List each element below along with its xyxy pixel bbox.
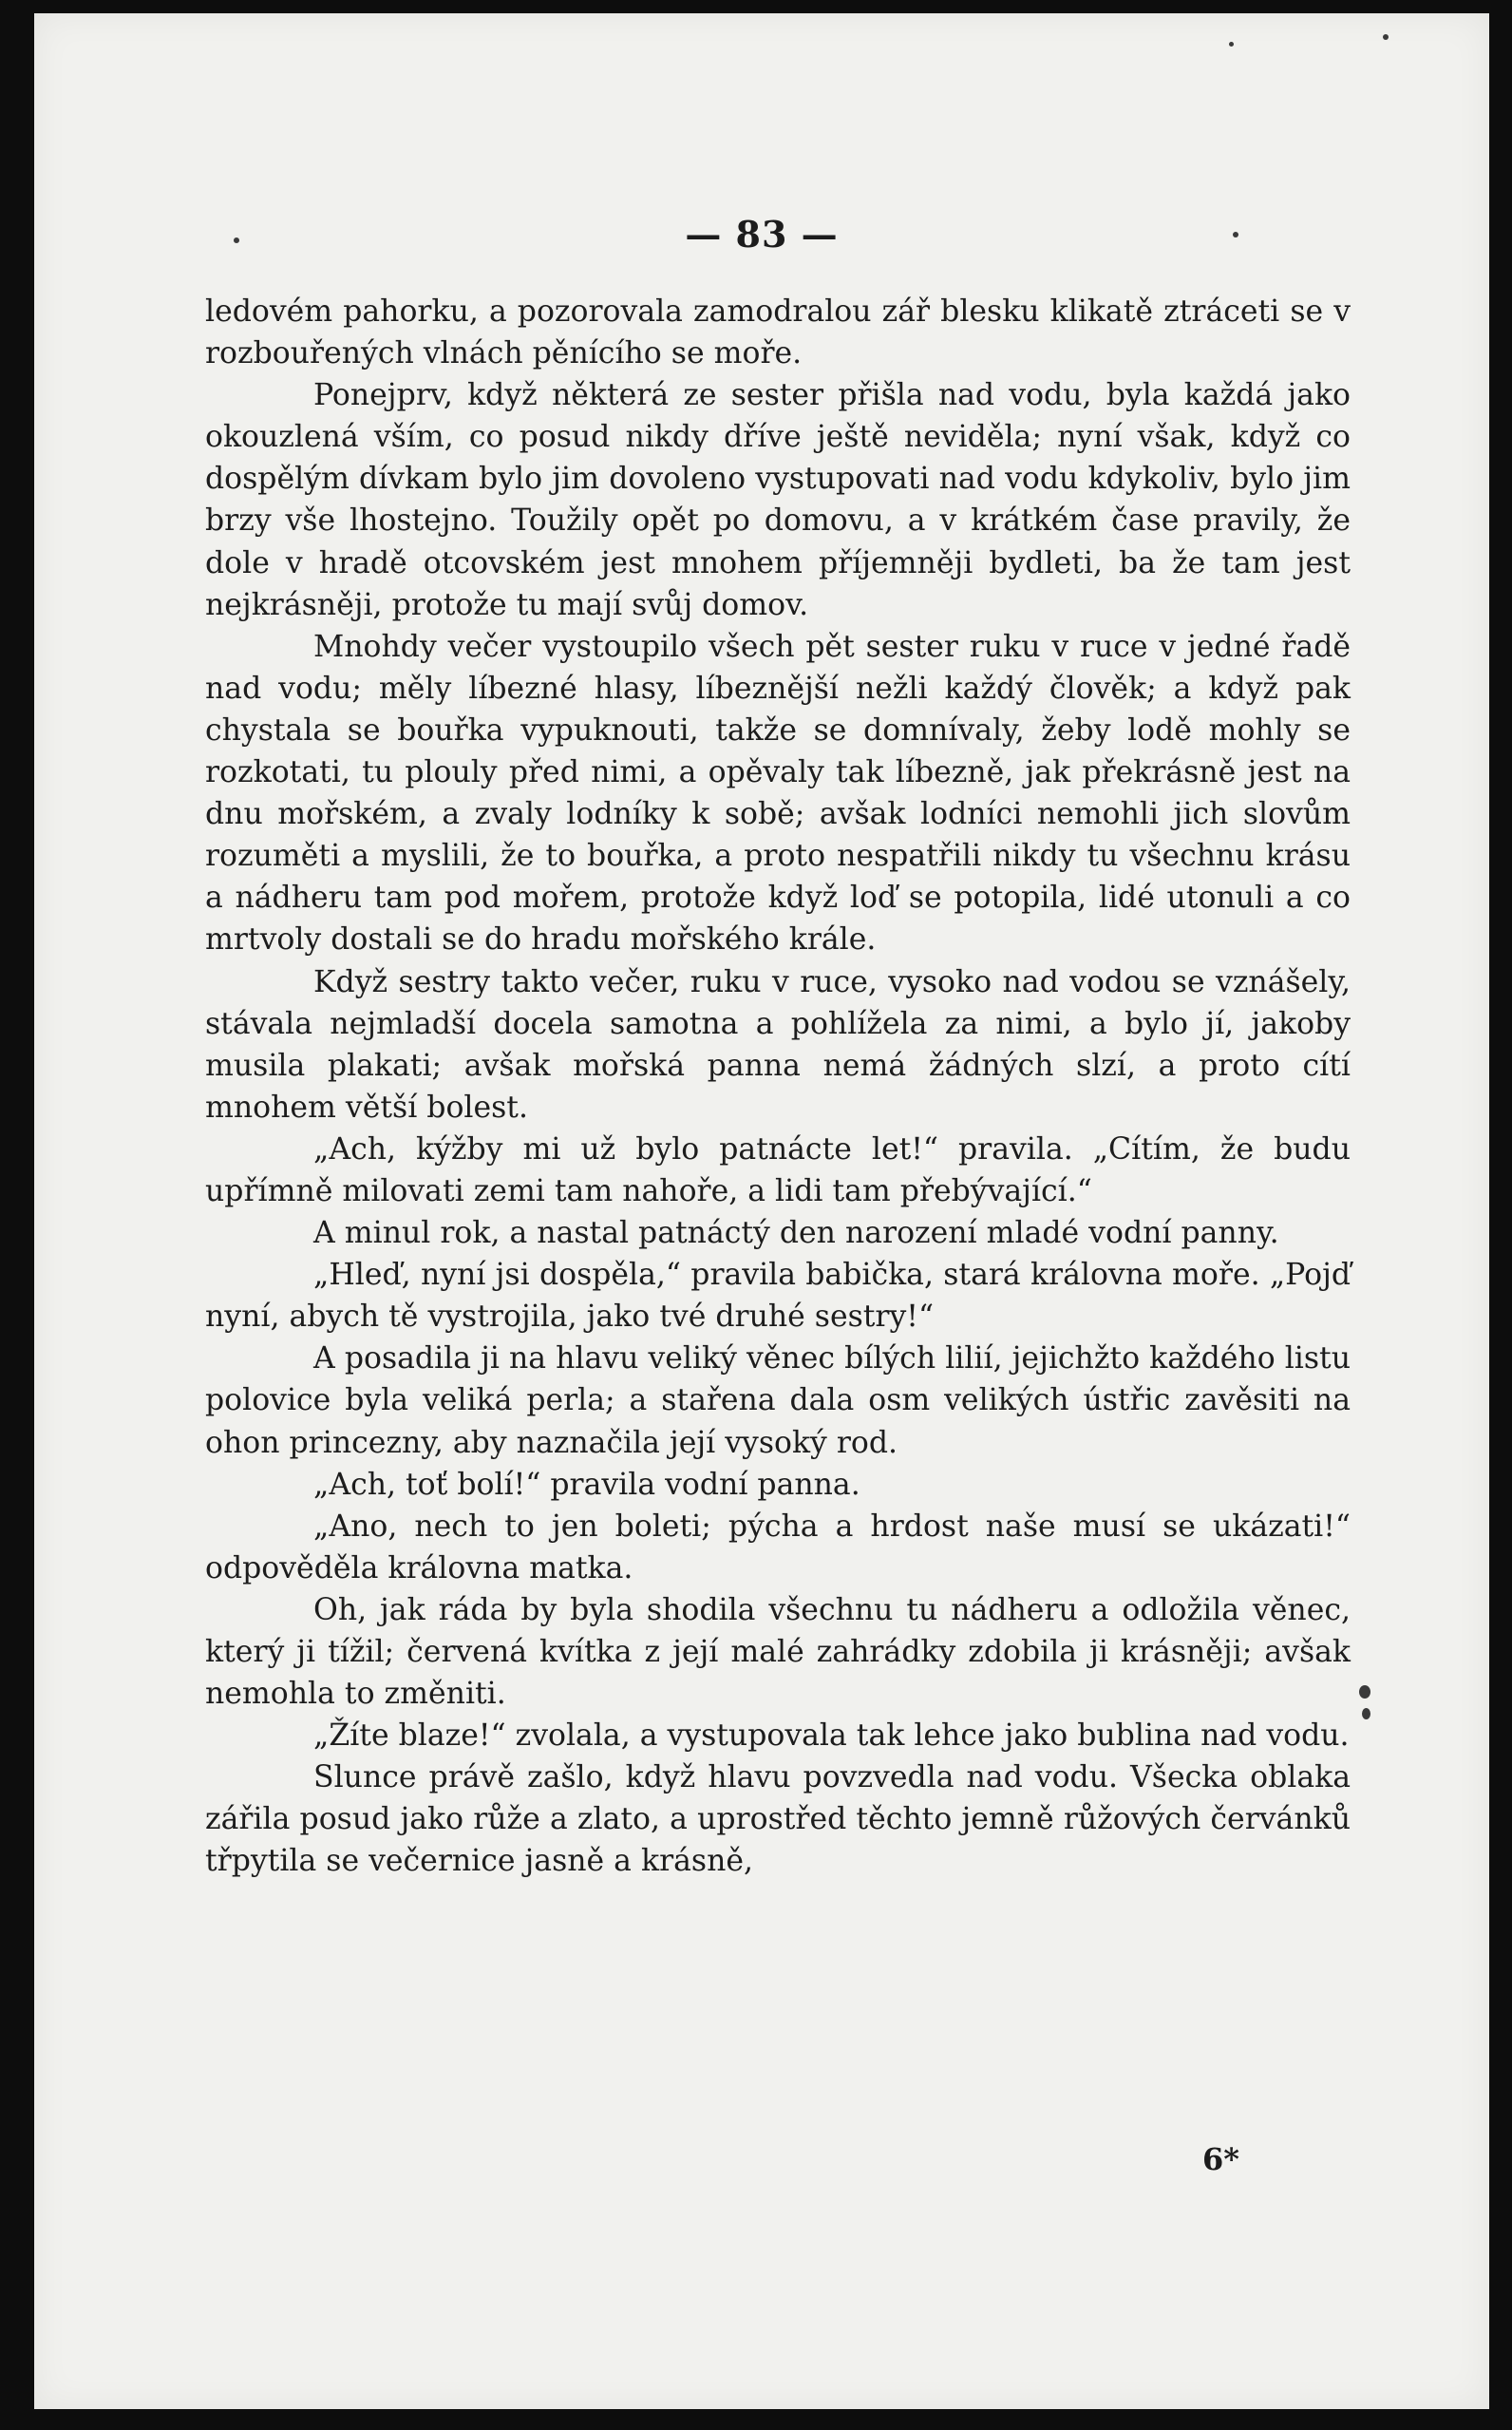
ink-speck	[1233, 232, 1238, 237]
paragraph: Ponejprv, když některá ze sester přišla nad vodu, byla každá jako okouzlená vším, co posud nikdy dříve ještě neviděla; nyní však, když co dospělým dívkam bylo jim dovoleno vystupovati nad vodu kdykoliv, bylo jim brzy vše lhostejno. Toužily opět po domovu, a v krátkém čase pravily, že dole v hradě otcovském jest mnohem příjemněji bydleti, ba že tam jest nejkrásněji, protože tu mají svůj domov.	[205, 378, 1351, 622]
ink-speck	[1362, 1708, 1370, 1719]
ink-speck	[1359, 1685, 1370, 1699]
paragraph: „Ach, kýžby mi už bylo patnácte let!“ pravila. „Cítím, že budu upřímně milovati zemi tam nahoře, a lidi tam přebývající.“	[205, 1131, 1351, 1208]
paragraph: A posadila ji na hlavu veliký věnec bílých lilií, jejichžto každého listu polovice byla veliká perla; a stařena dala osm velikých ústřic zavěsiti na ohon princezny, aby naznačila její vysoký rod.	[205, 1341, 1351, 1460]
paragraph: „Ach, toť bolí!“ pravila vodní panna.	[313, 1467, 860, 1502]
body-text	[205, 291, 1351, 1883]
paragraph: Oh, jak ráda by byla shodila všechnu tu nádheru a odložila věnec, který ji tížil; červená kvítka z její malé zahrádky zdobila ji krásněji; avšak nemohla to změniti.	[205, 1592, 1351, 1712]
paragraph: Když sestry takto večer, ruku v ruce, vysoko nad vodou se vznášely, stávala nejmladší docela samotna a pohlížela za nimi, a bylo jí, jakoby musila plakati; avšak mořská panna nemá žádných slzí, a proto cítí mnohem větší bolest.	[205, 964, 1351, 1125]
paragraph: Slunce právě zašlo, když hlavu povzvedla nad vodu. Všecka oblaka zářila posud jako růže a zlato, a uprostřed těchto jemně růžových červánků třpytila se večernice jasně a krásně,	[205, 1760, 1351, 1879]
signature-mark: 6*	[1202, 2141, 1239, 2177]
ink-speck	[1229, 42, 1234, 47]
paragraph: „Hleď, nyní jsi dospěla,“ pravila babička, stará královna moře. „Pojď nyní, abych tě vystrojila, jako tvé druhé sestry!“	[205, 1258, 1351, 1335]
paragraph: ledovém pahorku, a pozorovala zamodralou zář blesku klikatě ztráceti se v rozbouřených vlnách pěnícího se moře.	[205, 294, 1351, 371]
book-page	[34, 13, 1489, 2409]
paragraph: „Žíte blaze!“ zvolala, a vystupovala tak lehce jako bublina nad vodu.	[313, 1718, 1350, 1754]
page-number: — 83 —	[685, 213, 839, 256]
ink-speck	[1383, 34, 1389, 40]
paragraph: Mnohdy večer vystoupilo všech pět sester ruku v ruce v jedné řadě nad vodu; měly líbezné hlasy, líbeznější nežli každý člověk; a když pak chystala se bouřka vypuknouti, takže se domnívaly, žeby lodě mohly se rozkotati, tu plouly před nimi, a opěvaly tak líbezně, jak překrásně jest na dnu mořském, a zvaly lodníky k sobě; avšak lodníci nemohli jich slovům rozuměti a myslili, že to bouřka, a proto nespatřili nikdy tu všechnu krásu a nádheru tam pod mořem, protože když loď se potopila, lidé utonuli a co mrtvoly dostali se do hradu mořského krále.	[205, 629, 1351, 958]
paragraph: A minul rok, a nastal patnáctý den narození mladé vodní panny.	[313, 1216, 1279, 1251]
paragraph: „Ano, nech to jen boleti; pýcha a hrdost naše musí se ukázati!“ odpověděla královna matka.	[205, 1509, 1351, 1585]
ink-speck	[234, 237, 239, 243]
